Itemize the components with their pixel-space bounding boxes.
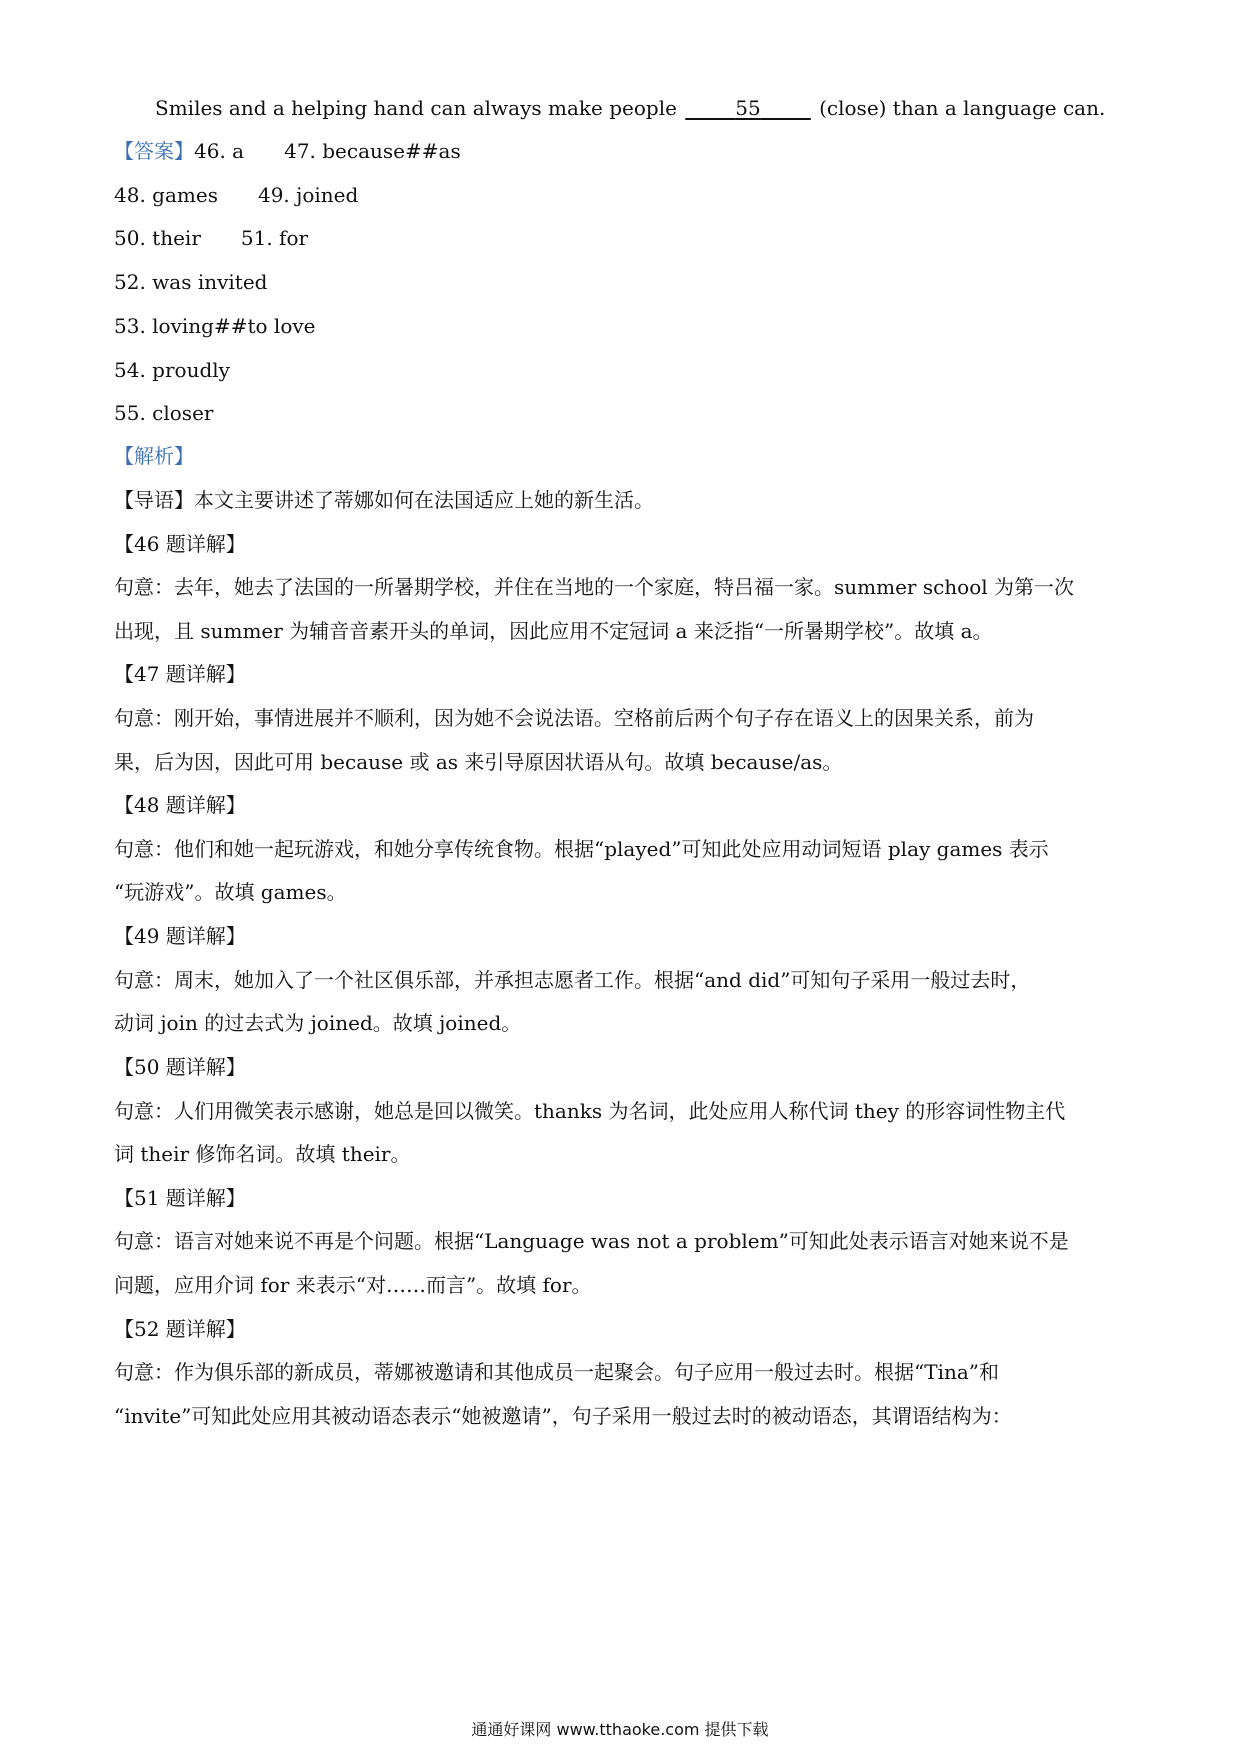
detail-46-line-2: 出现，且 summer 为辅音音素开头的单词，因此应用不定冠词 a 来泛指“一所暑期学校”。故填 a。 [114,619,993,643]
analysis-label: 【解析】 [114,444,194,468]
detail-heading-51: 【51 题详解】 [114,1186,246,1210]
detail-heading-47: 【47 题详解】 [114,662,246,686]
answer-51: 51. for [240,226,309,250]
answer-54: 54. proudly [114,358,230,382]
answer-48: 48. games [114,183,218,207]
detail-46-line-1: 句意：去年，她去了法国的一所暑期学校，并住在当地的一个家庭，特吕福一家。summer school 为第一次 [114,575,1075,599]
answer-row-2 [114,181,358,209]
detail-47-line-1: 句意：刚开始，事情进展并不顺利，因为她不会说法语。空格前后两个句子存在语义上的因果关系，前为 [114,706,1034,730]
detail-heading-46: 【46 题详解】 [114,532,246,556]
answer-52: 52. was invited [114,270,268,294]
detail-49-line-2: 动词 join 的过去式为 joined。故填 joined。 [114,1011,522,1035]
detail-51-line-2: 问题，应用介词 for 来表示“对……而言”。故填 for。 [114,1273,592,1297]
detail-50-line-2: 词 their 修饰名词。故填 their。 [114,1142,411,1166]
detail-heading-49: 【49 题详解】 [114,924,246,948]
blank-pad-right: _____ [760,96,811,120]
detail-52-line-1: 句意：作为俱乐部的新成员，蒂娜被邀请和其他成员一起聚会。句子应用一般过去时。根据“Tina”和 [114,1360,999,1384]
answer-row-1 [114,137,461,165]
intro-sentence [155,94,1105,122]
blank-pad-left: _____ [685,96,736,120]
detail-48-line-2: “玩游戏”。故填 games。 [114,880,347,904]
answer-55: 55. closer [114,401,214,425]
detail-48-line-1: 句意：他们和她一起玩游戏，和她分享传统食物。根据“played”可知此处应用动词短语 play games 表示 [114,837,1049,861]
answer-53: 53. loving##to love [114,314,316,338]
guide-text: 【导语】本文主要讲述了蒂娜如何在法国适应上她的新生活。 [114,488,654,512]
intro-text-before: Smiles and a helping hand can always make people [155,96,677,120]
answer-49: 49. joined [257,183,359,207]
detail-51-line-1: 句意：语言对她来说不再是个问题。根据“Language was not a problem”可知此处表示语言对她来说不是 [114,1229,1069,1253]
blank-55 [683,94,812,122]
answer-47: 47. because##as [284,139,461,163]
detail-heading-48: 【48 题详解】 [114,793,246,817]
answer-label: 【答案】 [114,139,194,163]
answer-50: 50. their [114,226,201,250]
detail-49-line-1: 句意：周末，她加入了一个社区俱乐部，并承担志愿者工作。根据“and did”可知句子采用一般过去时， [114,968,1031,992]
page-footer: 通通好课网 www.tthaoke.com 提供下载 [471,1720,769,1739]
answer-46: 46. a [194,139,245,163]
detail-50-line-1: 句意：人们用微笑表示感谢，她总是回以微笑。thanks 为名词，此处应用人称代词 they 的形容词性物主代 [114,1099,1066,1123]
answer-row-3 [114,224,308,252]
detail-heading-52: 【52 题详解】 [114,1317,246,1341]
detail-47-line-2: 果，后为因，因此可用 because 或 as 来引导原因状语从句。故填 because/as。 [114,750,843,774]
intro-text-after: (close) than a language can. [819,96,1106,120]
detail-heading-50: 【50 题详解】 [114,1055,246,1079]
detail-52-line-2: “invite”可知此处应用其被动语态表示“她被邀请”，句子采用一般过去时的被动语态，其谓语结构为： [114,1404,1012,1428]
blank-number: 55 [735,96,761,120]
